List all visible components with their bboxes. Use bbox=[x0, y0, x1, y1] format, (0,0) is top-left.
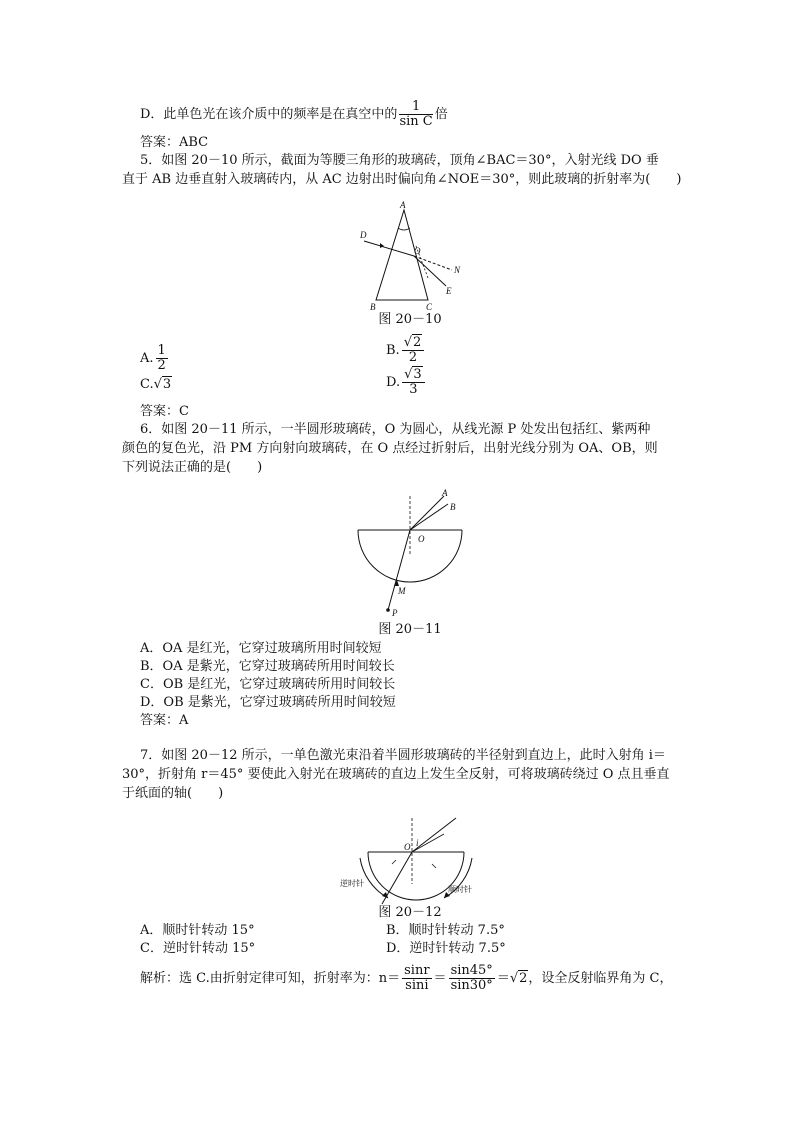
hatch-mark bbox=[392, 860, 396, 864]
fraction: $\frac{1}{\text{sin C}}$ bbox=[399, 99, 433, 129]
figure-20-10 bbox=[340, 198, 480, 318]
q6-option-b: B．OA 是紫光，它穿过玻璃砖所用时间较长 bbox=[140, 659, 395, 674]
label-m: M bbox=[398, 586, 406, 596]
q7-line3: 于纸面的轴( ) bbox=[122, 786, 224, 801]
label-d: D bbox=[360, 230, 367, 240]
q4-option-d: D．此单色光在该介质中的频率是在真空中的 $\frac{1}{\text{sin C}}$ 倍 bbox=[140, 99, 448, 129]
incident-ray bbox=[364, 241, 414, 256]
label-counterclockwise: 逆时针 bbox=[340, 879, 364, 888]
q6-option-a: A．OA 是红光，它穿过玻璃所用时间较短 bbox=[140, 641, 382, 656]
label-i: i bbox=[416, 838, 419, 848]
point-p bbox=[386, 608, 390, 612]
q5-line1: 5．如图 20－10 所示，截面为等腰三角形的玻璃砖，顶角∠BAC＝30°，入射光线 DO 垂 bbox=[140, 153, 659, 168]
label-o: O bbox=[414, 246, 421, 256]
q7-option-d: D．逆时针转动 7.5° bbox=[386, 941, 506, 956]
label-a: A bbox=[400, 200, 406, 210]
q6-line2: 颜色的复色光，沿 PM 方向射向玻璃砖，在 O 点经过折射后，出射光线分别为 OA、OB，则 bbox=[122, 441, 658, 456]
q5-option-a: A. $\frac{1}{2}$ bbox=[140, 343, 166, 373]
label-c: C bbox=[426, 302, 433, 312]
q5-line2: 直于 AB 边垂直射入玻璃砖内，从 AC 边射出时偏向角∠NOE＝30°，则此玻璃的折射率为( ) bbox=[122, 172, 682, 187]
figure-20-12 bbox=[336, 812, 486, 908]
q7-option-b: B．顺时针转动 7.5° bbox=[386, 923, 505, 938]
fraction: $\frac{1}{2}$ bbox=[157, 343, 166, 373]
q6-option-c: C．OB 是红光，它穿过玻璃砖所用时间较长 bbox=[140, 677, 396, 692]
q4-answer: 答案：ABC bbox=[140, 135, 209, 150]
hatch-mark bbox=[432, 864, 436, 868]
q5-option-c: C.√3 bbox=[140, 377, 172, 392]
label-o: O bbox=[418, 534, 425, 544]
q7-option-a: A．顺时针转动 15° bbox=[140, 923, 255, 938]
label-b: B bbox=[450, 502, 456, 512]
q7-solution: 解析：选 C.由折射定律可知，折射率为：n＝ $\frac{\sin r}{\sin i}$ ＝ $\frac{\sin 45^\circ}{\sin 30^\circ}$ ＝√2，设全反射临界角为 C， bbox=[140, 963, 673, 993]
label-clockwise: 顺时针 bbox=[448, 885, 472, 894]
q7-line2: 30°，折射角 r＝45° 要使此入射光在玻璃砖的直边上发生全反射，可将玻璃砖绕过 O 点且垂直 bbox=[122, 767, 670, 782]
apex-angle-arc bbox=[398, 228, 410, 230]
label-a: A bbox=[442, 488, 448, 498]
label-p: P bbox=[392, 608, 398, 618]
label-b: B bbox=[370, 302, 376, 312]
reflected-ray bbox=[412, 818, 456, 852]
incident-ray-pm bbox=[388, 530, 410, 610]
label-e: E bbox=[446, 286, 452, 296]
ccw-arrow-arc bbox=[360, 858, 388, 898]
ray-ob bbox=[410, 504, 448, 530]
q5-option-d: D. $\frac{√3}{3}$ bbox=[386, 368, 427, 397]
q6-answer: 答案：A bbox=[140, 713, 189, 728]
q7-line1: 7．如图 20－12 所示，一单色激光束沿着半圆形玻璃砖的半径射到直边上，此时入射角 i＝ bbox=[140, 748, 666, 763]
q6-line1: 6．如图 20－11 所示，一半圆形玻璃砖，O 为圆心，从线光源 P 处发出包括红、紫两种 bbox=[140, 422, 651, 437]
label-n: N bbox=[454, 265, 461, 275]
figure-20-11 bbox=[340, 488, 480, 618]
figure-caption-20-12: 图 20－12 bbox=[378, 905, 442, 920]
q7-option-c: C．逆时针转动 15° bbox=[140, 941, 256, 956]
q6-line3: 下列说法正确的是( ) bbox=[122, 460, 263, 475]
fraction: $\frac{√3}{3}$ bbox=[402, 368, 425, 397]
fraction: $\frac{\sin 45^\circ}{\sin 30^\circ}$ bbox=[450, 963, 493, 993]
q5-option-b: B. $\frac{√2}{2}$ bbox=[386, 336, 426, 365]
ray-oa bbox=[410, 496, 444, 530]
figure-caption-20-11: 图 20－11 bbox=[378, 622, 442, 637]
figure-caption-20-10: 图 20－10 bbox=[378, 312, 442, 327]
fraction: $\frac{\sin r}{\sin i}$ bbox=[404, 963, 430, 993]
label-o: O bbox=[404, 842, 411, 852]
emergent-ray bbox=[414, 256, 446, 286]
fraction: $\frac{√2}{2}$ bbox=[402, 336, 425, 365]
q5-answer: 答案：C bbox=[140, 404, 189, 419]
q6-option-d: D．OB 是紫光，它穿过玻璃砖所用时间较短 bbox=[140, 695, 396, 710]
